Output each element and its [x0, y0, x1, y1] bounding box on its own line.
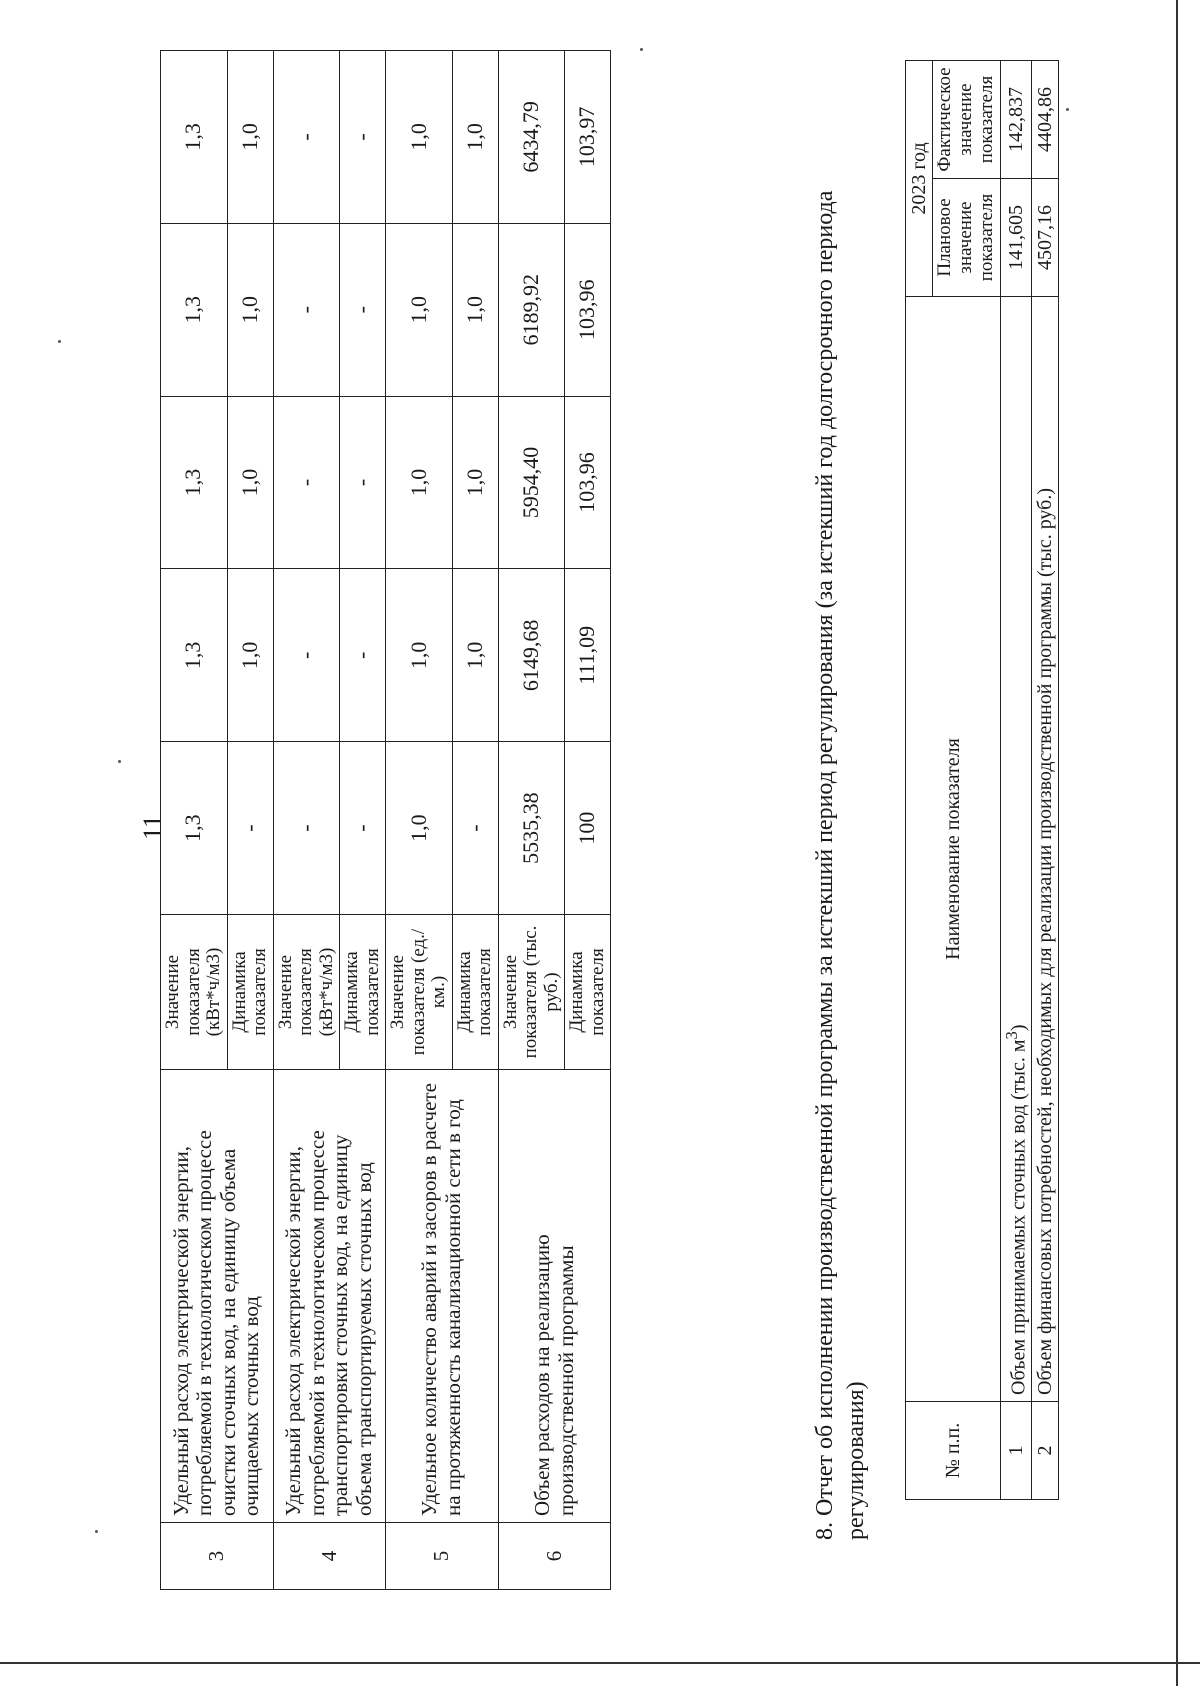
value-cell: 6434,79 — [498, 51, 565, 224]
row-number: 5 — [386, 1523, 499, 1590]
value-cell: 6149,68 — [498, 569, 565, 742]
value-cell: 1,3 — [161, 569, 228, 742]
header-row — [906, 61, 933, 1500]
value-cell: 6189,92 — [498, 223, 565, 396]
indicator-name: Объем расходов на реализацию производственной программы — [498, 1070, 611, 1523]
value-cell: - — [340, 742, 386, 915]
value-cell: 100 — [565, 742, 611, 915]
col-plan-header: Плановое значение показателя — [933, 179, 1001, 297]
table-row — [386, 51, 453, 1590]
scan-edge-bottom — [0, 1662, 1200, 1664]
value-cell: 1,0 — [386, 742, 453, 915]
value-cell: - — [452, 742, 498, 915]
sub-label: Динамика показателя — [452, 915, 498, 1070]
value-cell: 103,97 — [565, 51, 611, 224]
col-name-header: Наименование показателя — [906, 297, 1001, 1402]
value-cell: - — [273, 569, 340, 742]
value-cell: 1,0 — [452, 51, 498, 224]
sub-label: Значение показателя (ед./км.) — [386, 915, 453, 1070]
col-num-header: № п.п. — [906, 1402, 1001, 1500]
table-row — [1032, 61, 1059, 1500]
col-year-header: 2023 год — [906, 61, 933, 297]
rotated-content — [20, 30, 1200, 1630]
value-cell: 1,3 — [161, 51, 228, 224]
row-number: 3 — [161, 1523, 274, 1590]
value-cell: - — [227, 742, 273, 915]
plan-value: 4507,16 — [1032, 179, 1059, 297]
value-cell: 103,96 — [565, 223, 611, 396]
row-number: 4 — [273, 1523, 386, 1590]
value-cell: 5954,40 — [498, 396, 565, 569]
table-row — [498, 51, 565, 1590]
value-cell: - — [340, 223, 386, 396]
indicators-table — [160, 50, 611, 1590]
table-row — [1000, 61, 1032, 1500]
report-table — [905, 60, 1059, 1500]
sub-label: Динамика показателя — [340, 915, 386, 1070]
table-row — [161, 51, 228, 1590]
value-cell: 103,96 — [565, 396, 611, 569]
indicator-name: Удельный расход электрической энергии, потребляемой в технологическом процессе транспортировки сточных вод, на единицу объема транспортируемых сточных вод — [273, 1070, 386, 1523]
value-cell: - — [273, 51, 340, 224]
value-cell: 1,3 — [161, 396, 228, 569]
fact-value: 142,837 — [1000, 61, 1032, 179]
value-cell: - — [340, 569, 386, 742]
value-cell: 1,0 — [386, 51, 453, 224]
value-cell: 1,0 — [227, 51, 273, 224]
value-cell: 1,0 — [227, 223, 273, 396]
value-cell: 1,0 — [227, 396, 273, 569]
value-cell: 1,0 — [452, 396, 498, 569]
section-heading: 8. Отчет об исполнении производственной программы за истекший период регулирования (за истекший год долгосрочного периода регулирования) — [812, 190, 870, 1540]
value-cell: - — [340, 51, 386, 224]
plan-value: 141,605 — [1000, 179, 1032, 297]
value-cell: 111,09 — [565, 569, 611, 742]
value-cell: 1,0 — [386, 223, 453, 396]
value-cell: 1,0 — [452, 569, 498, 742]
value-cell: 1,0 — [452, 223, 498, 396]
value-cell: 5535,38 — [498, 742, 565, 915]
page-number: 11 — [138, 814, 167, 840]
indicator-name-text: Объем принимаемых сточных вод (тыс. м — [1007, 1039, 1030, 1395]
indicator-name — [1032, 297, 1059, 1402]
unit-superscript: 3 — [1001, 1031, 1021, 1040]
value-cell: 1,0 — [386, 396, 453, 569]
value-cell: - — [340, 396, 386, 569]
indicator-name — [1000, 297, 1032, 1402]
value-cell: 1,3 — [161, 742, 228, 915]
value-cell: 1,0 — [227, 569, 273, 742]
value-cell: 1,3 — [161, 223, 228, 396]
sub-label: Динамика показателя — [227, 915, 273, 1070]
sub-label: Значение показателя (кВт*ч/м3) — [161, 915, 228, 1070]
value-cell: - — [273, 742, 340, 915]
indicator-name: Удельное количество аварий и засоров в расчете на протяженность канализационной сети в год — [386, 1070, 499, 1523]
table-row — [273, 51, 340, 1590]
value-cell: 1,0 — [386, 569, 453, 742]
value-cell: - — [273, 396, 340, 569]
value-cell: - — [273, 223, 340, 396]
row-number: 1 — [1000, 1402, 1032, 1500]
sub-label: Значение показателя (кВт*ч/м3) — [273, 915, 340, 1070]
indicator-name-text: Объем финансовых потребностей, необходимых для реализации производственной программы (тыс. руб.) — [1034, 487, 1057, 1395]
sub-label: Значение показателя (тыс. руб.) — [498, 915, 565, 1070]
indicator-name-tail: ) — [1007, 1024, 1030, 1032]
sub-label: Динамика показателя — [565, 915, 611, 1070]
indicator-name: Удельный расход электрической энергии, потребляемой в технологическом процессе очистки сточных вод, на единицу объема очищаемых сточных вод — [161, 1070, 274, 1523]
row-number: 2 — [1032, 1402, 1059, 1500]
fact-value: 4404,86 — [1032, 61, 1059, 179]
row-number: 6 — [498, 1523, 611, 1590]
col-fact-header: Фактическое значение показателя — [933, 61, 1001, 179]
